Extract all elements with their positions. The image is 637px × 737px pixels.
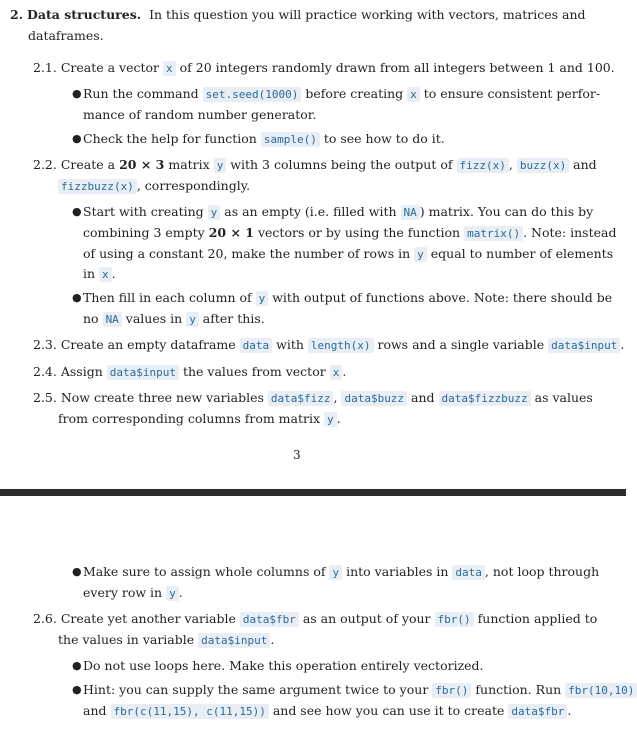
item-2-2-cont [58,177,250,195]
bullet-icon: ● [72,659,82,672]
section-title: Data structures. [27,7,142,22]
item-number: 2.5. [33,390,57,405]
code-x: x [99,267,112,282]
text: after this. [202,311,265,326]
text: the values in variable [58,632,195,647]
item-2-2-bullet-1-l2 [83,224,616,242]
item-number: 2.1. [33,60,57,75]
item-2-3 [33,336,624,354]
text: Then fill in each column of [83,290,252,305]
code-data: data [240,338,273,353]
text: with [276,337,304,352]
bullet-icon: ● [72,565,82,578]
item-number: 2.4. [33,364,57,379]
page-divider [0,489,626,496]
code-data-fbr: data$fbr [240,612,299,627]
code-fizz: fizz(x) [457,158,509,173]
text: Now create three new variables [60,390,264,405]
text: , correspondingly. [136,178,251,193]
text: rows and a single variable [377,337,545,352]
item-number: 2.6. [33,611,57,626]
text: Start with creating [83,204,204,219]
page2-bullet-1 [83,563,599,581]
text: to ensure consistent perfor- [423,86,601,101]
code-y: y [329,565,342,580]
item-2-2 [33,156,597,174]
text: every row in [83,585,163,600]
item-2-5 [33,389,593,407]
text: . [270,632,275,647]
page-number: 3 [293,448,301,462]
matrix-dims: 20 × 1 [208,225,254,240]
text: function. Run [475,682,562,697]
code-y: y [208,205,221,220]
text: , [508,157,513,172]
item-number: 2.2. [33,157,57,172]
code-na: NA [401,205,420,220]
item-2-2-bullet-1-l4 [83,265,116,283]
text: before creating [305,86,404,101]
text: Create a vector [60,60,160,75]
section-number: 2. [10,7,24,22]
text: and [83,703,107,718]
text: no [83,311,99,326]
section-header-line-2 [28,27,104,44]
text: with output of functions above. Note: there should be [272,290,613,305]
text: as an output of your [302,611,431,626]
text: function applied to [477,611,598,626]
code-y: y [166,586,179,601]
text: Make sure to assign whole columns of [83,564,326,579]
code-buzz: buzz(x) [517,158,569,173]
text: equal to number of elements [430,246,614,261]
text: Create an empty dataframe [60,337,236,352]
section-header-line-1 [10,6,586,23]
code-set-seed: set.seed(1000) [203,87,302,102]
bullet-icon: ● [72,205,82,218]
text: matrix [168,157,210,172]
text: and [573,157,597,172]
code-na: NA [103,312,122,327]
text: . [178,585,183,600]
item-2-6-bullet-2 [83,681,637,699]
text: Assign [60,364,103,379]
code-data: data [452,565,485,580]
text: and see how you can use it to create [272,703,505,718]
item-2-1 [33,59,615,77]
text: , [333,390,338,405]
code-data-fbr: data$fbr [508,704,567,719]
code-data-fizz: data$fizz [268,391,334,406]
text: Run the command [83,86,199,101]
text: . [342,364,347,379]
text: and [411,390,435,405]
text: . [567,703,572,718]
text: the values from vector [182,364,326,379]
code-data-input: data$input [107,365,179,380]
code-data-input: data$input [548,338,620,353]
item-2-1-bullet-2 [83,130,445,148]
text: into variables in [346,564,449,579]
code-fbr-10-10: fbr(10,10) [565,683,637,698]
item-number: 2.3. [33,337,57,352]
text: with 3 columns being the output of [230,157,453,172]
item-2-6 [33,610,597,628]
text: as an empty (i.e. filled with [224,204,397,219]
code-fizzbuzz: fizzbuzz(x) [58,179,137,194]
text: combining 3 empty [83,225,205,240]
text: from corresponding columns from matrix [58,411,321,426]
text: Create a [60,157,116,172]
matrix-dims: 20 × 3 [119,157,165,172]
code-data-input: data$input [198,633,270,648]
text: . [111,266,116,281]
code-x: x [407,87,420,102]
code-length: length(x) [308,338,374,353]
text: Do not use loops here. Make this operation entirely vectorized. [83,658,484,673]
text: . [336,411,341,426]
item-2-1-bullet-1 [83,85,600,103]
code-y: y [214,158,227,173]
code-fbr: fbr() [432,683,471,698]
page2-bullet-1-cont [83,584,183,602]
text: Hint: you can supply the same argument twice to your [83,682,429,697]
section-intro: In this question you will practice working with vectors, matrices and [149,7,586,22]
text: as values [534,390,593,405]
item-2-2-bullet-2 [83,289,612,307]
text: of 20 integers randomly drawn from all integers between 1 and 100. [179,60,615,75]
code-fbr-vector: fbr(c(11,15), c(11,15)) [111,704,269,719]
item-2-2-bullet-2-l2 [83,310,265,328]
code-x: x [163,61,176,76]
bullet-icon: ● [72,132,82,145]
code-data-buzz: data$buzz [341,391,407,406]
text: . [620,337,625,352]
text: Create yet another variable [60,611,236,626]
item-2-6-bullet-2-cont [83,702,571,720]
text: ) matrix. You can do this by [419,204,594,219]
text: of using a constant 20, make the number of rows in [83,246,411,261]
text: in [83,266,96,281]
section-intro-cont: dataframes. [28,28,104,43]
code-y: y [414,247,427,262]
text: mance of random number generator. [83,107,317,122]
code-matrix: matrix() [464,226,523,241]
item-2-5-cont [58,410,341,428]
text: values in [125,311,183,326]
code-y: y [186,312,199,327]
bullet-icon: ● [72,291,82,304]
item-2-6-cont [58,631,274,649]
item-2-2-bullet-1 [83,203,593,221]
text: vectors or by using the function [257,225,461,240]
item-2-2-bullet-1-l3 [83,245,613,263]
code-y: y [324,412,337,427]
bullet-icon: ● [72,683,82,696]
code-fbr: fbr() [435,612,474,627]
code-y: y [256,291,269,306]
code-data-fizzbuzz: data$fizzbuzz [439,391,531,406]
code-x: x [330,365,343,380]
bullet-icon: ● [72,87,82,100]
text: to see how to do it. [323,131,445,146]
text: Check the help for function [83,131,257,146]
item-2-1-bullet-1-cont [83,106,316,123]
text: , not loop through [484,564,600,579]
code-sample: sample() [261,132,320,147]
item-2-6-bullet-1 [83,657,484,674]
item-2-4 [33,363,346,381]
text: . Note: instead [523,225,617,240]
